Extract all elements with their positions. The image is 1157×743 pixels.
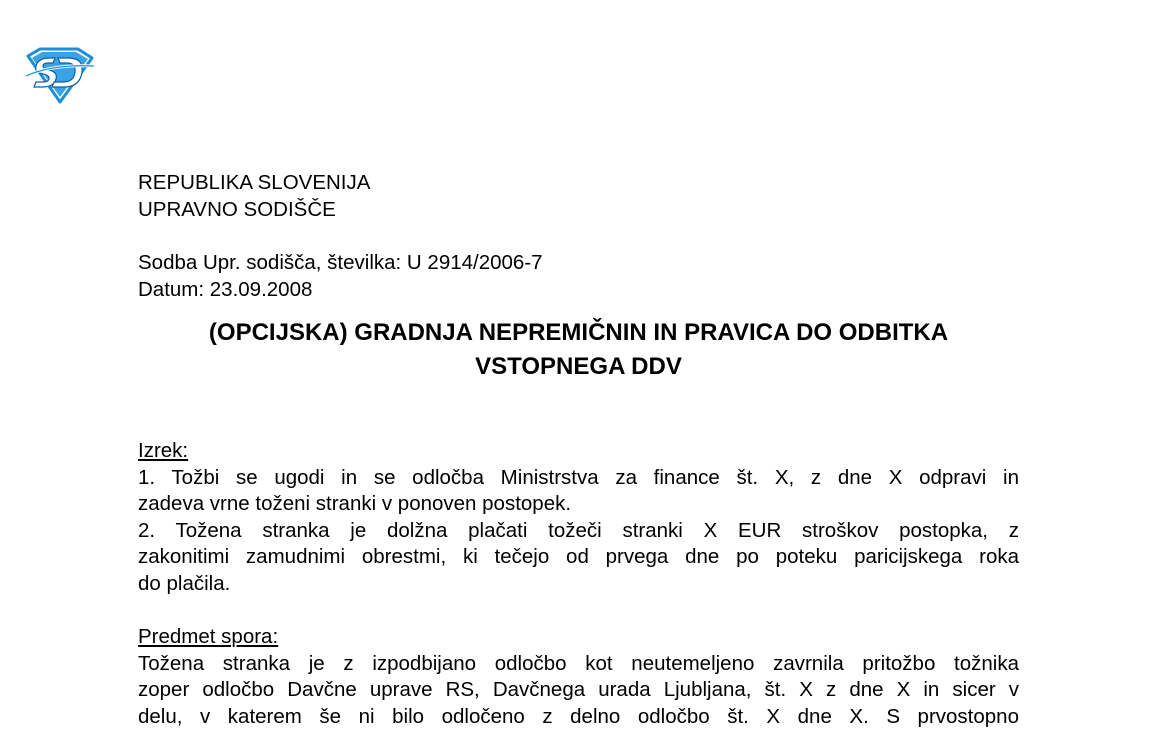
izrek-line: 2. Tožena stranka je dolžna plačati tožeči stranki X EUR stroškov postopka, z xyxy=(138,518,1019,542)
izrek-heading: Izrek: xyxy=(138,439,189,462)
title-line-1: (OPCIJSKA) GRADNJA NEPREMIČNIN IN PRAVICA DO ODBITKA xyxy=(208,319,949,346)
authority-line-2: UPRAVNO SODIŠČE xyxy=(138,197,336,221)
case-number: Sodba Upr. sodišča, številka: U 2914/2006-7 xyxy=(138,251,543,274)
document-title xyxy=(108,316,1049,384)
izrek-line: do plačila. xyxy=(138,571,231,595)
izrek-line: zadeva vrne toženi stranki v ponoven postopek. xyxy=(138,492,572,515)
izrek-line: zakonitimi zamudnimi obrestmi, ki tečejo od prvega dne po poteku paricijskega roka xyxy=(138,545,1019,568)
izrek-line: 1. Tožbi se ugodi in se odločba Ministrstva za finance št. X, z dne X odpravi in xyxy=(138,465,1019,489)
predmet-paragraph xyxy=(138,651,1019,731)
sd-logo-icon xyxy=(22,46,96,104)
predmet-heading: Predmet spora: xyxy=(138,625,279,648)
document-body xyxy=(138,170,1019,730)
predmet-line: zoper odločbo Davčne uprave RS, Davčnega urada Ljubljana, št. X z dne X in sicer v xyxy=(138,678,1019,701)
predmet-line: delu, v katerem še ni bilo odločeno z delno odločbo št. X dne X. S prvostopno xyxy=(138,704,1019,728)
title-line-2: VSTOPNEGA DDV xyxy=(475,353,682,380)
izrek-paragraph xyxy=(138,465,1019,598)
predmet-line: Tožena stranka je z izpodbijano odločbo kot neutemeljeno zavrnila pritožbo tožnika xyxy=(138,651,1019,675)
authority-line-1: REPUBLIKA SLOVENIJA xyxy=(138,171,371,194)
judgment-date: Datum: 23.09.2008 xyxy=(138,277,313,301)
